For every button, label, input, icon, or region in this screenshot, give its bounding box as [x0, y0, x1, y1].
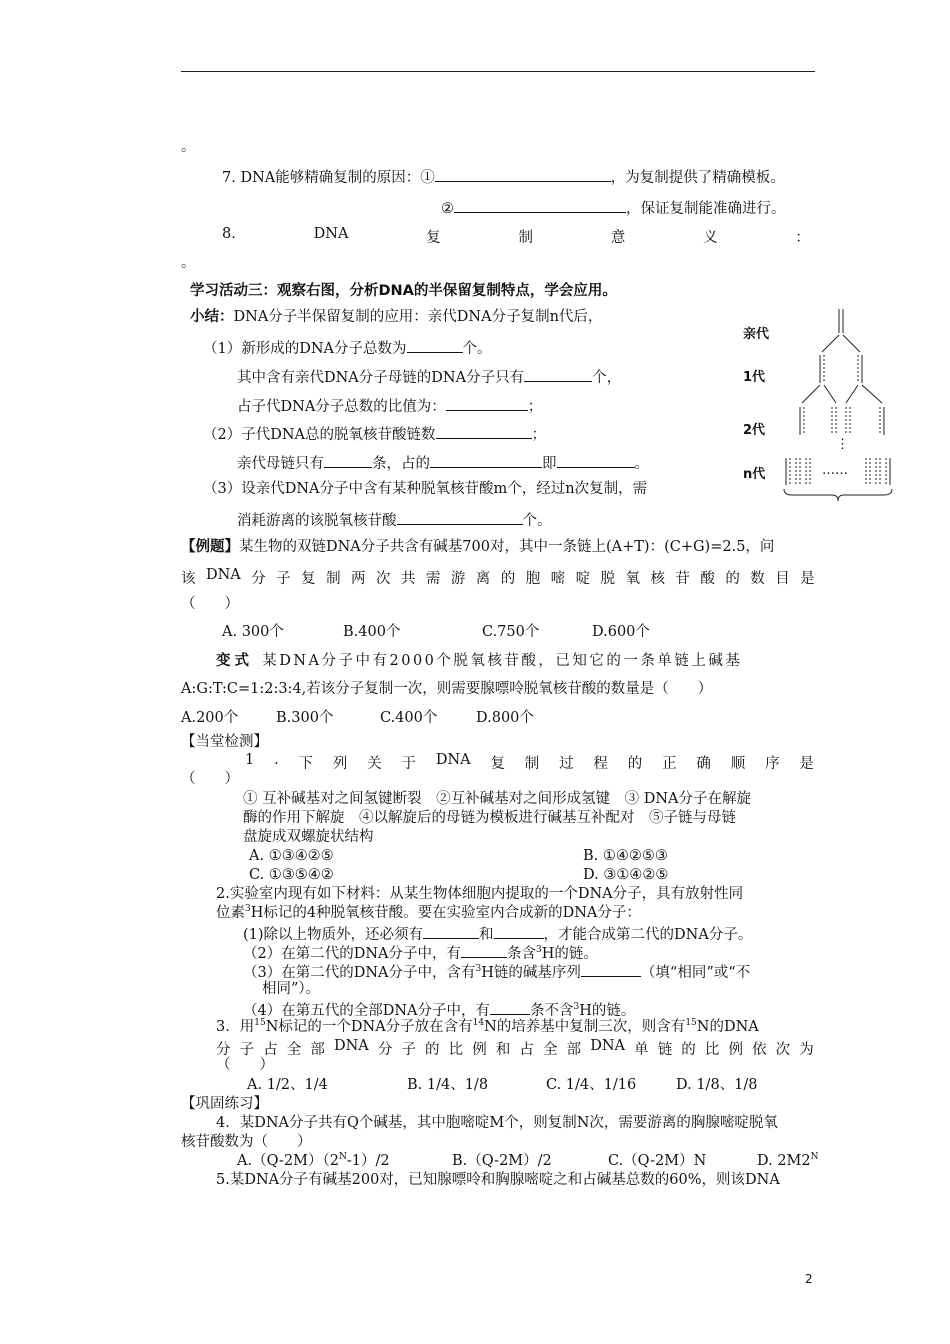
- c2-text: 条不含: [530, 1003, 574, 1019]
- c3-word: 子: [401, 1042, 416, 1058]
- s2-text: 亲代母链只有: [237, 456, 324, 472]
- answer-blank[interactable]: [435, 167, 611, 182]
- text-fragment: 。: [181, 139, 196, 155]
- c1-word: 程: [593, 756, 608, 772]
- answer-blank[interactable]: [436, 424, 532, 439]
- check-q2-line2: [216, 905, 641, 922]
- c1-word: 下: [298, 756, 313, 772]
- example-text: 某生物的双链DNA分子共含有碱基700对，其中一条链上(A+T)：(C+G)=2.5，问: [239, 539, 775, 555]
- check-q1-option-a[interactable]: A. ①③④②⑤: [249, 848, 334, 864]
- summary-2: [203, 424, 546, 444]
- answer-blank[interactable]: [524, 367, 592, 382]
- answer-blank[interactable]: [461, 943, 507, 958]
- c3-word: 分: [377, 1042, 393, 1058]
- s2-text: （2）子代DNA总的脱氧核苷酸链数: [203, 427, 436, 443]
- ex-word: 两: [351, 571, 366, 587]
- c3-word: 全: [543, 1042, 558, 1058]
- check-q3-option-d[interactable]: D. 1/8、1/8: [676, 1077, 758, 1093]
- c3-text: 3．用: [216, 1019, 255, 1035]
- superscript: 3: [573, 1002, 580, 1013]
- summary-line: [190, 309, 602, 326]
- c2-text: （3）在第二代的DNA分子中，含有: [243, 965, 476, 981]
- dna-replication-figure: [740, 305, 915, 510]
- variant-line1: [216, 653, 742, 670]
- check-q3-paren: （ ）: [216, 1057, 274, 1073]
- summary-2b: [237, 453, 649, 473]
- c3-word: DNA: [590, 1038, 625, 1054]
- ex-word: 游: [450, 571, 466, 587]
- c3-word: 分: [216, 1042, 231, 1058]
- c1-word: 的: [627, 756, 643, 772]
- ex-word: 脱: [600, 571, 616, 587]
- c3-word: 例: [728, 1042, 743, 1058]
- c2-text: （4）在第五代的全部DNA分子中，有: [243, 1003, 491, 1019]
- c2-text: 条含: [507, 946, 537, 962]
- summary-3b: [237, 510, 552, 530]
- answer-blank[interactable]: [397, 510, 523, 525]
- c1-word: DNA: [435, 752, 471, 768]
- s3-text-end: 个。: [522, 513, 552, 529]
- check-q1-option-d[interactable]: D. ③①④②⑤: [583, 867, 669, 883]
- variant-label: 变式: [216, 653, 253, 669]
- summary-1: [203, 338, 492, 358]
- ex-word: 离: [475, 571, 491, 587]
- c2-text: 位素: [216, 905, 245, 921]
- superscript: N: [338, 1152, 347, 1163]
- check-q2-line1: 2.实验室内现有如下材料：从某生物体细胞内提取的一个DNA分子，具有放射性同: [216, 886, 744, 902]
- c3-word: 例: [472, 1042, 487, 1058]
- c3-word: 比: [704, 1042, 720, 1058]
- ex-word: 酸: [700, 571, 715, 587]
- check-q2-part2: [243, 943, 598, 963]
- s2-text: 即: [542, 456, 557, 472]
- example-paren: （ ）: [181, 596, 239, 612]
- check-q1-paren: （ ）: [181, 771, 239, 787]
- question-7-line2: [441, 198, 786, 218]
- c3-word: 次: [775, 1042, 791, 1058]
- c1-word: .: [274, 752, 279, 768]
- check-q1-line1: [245, 752, 814, 773]
- q8-part: 义: [703, 230, 718, 246]
- q8-part: 复: [426, 230, 441, 246]
- ex-word: 核: [650, 571, 665, 587]
- s1-text: 其中含有亲代DNA分子母链的DNA分子只有: [237, 370, 525, 386]
- s2-text-end: 。: [634, 456, 649, 472]
- c3-word: 子: [239, 1042, 255, 1058]
- figure-label-parent: 亲代: [743, 327, 770, 342]
- ex-word: 胞: [525, 571, 541, 587]
- ex-word: DNA: [205, 567, 241, 583]
- s1-text-end: ；: [527, 399, 543, 415]
- c3-word: 和: [495, 1042, 511, 1058]
- c2-text: H链的碱基序列: [481, 965, 581, 981]
- activity-3-heading: 学习活动三：观察右图，分析DNA的半保留复制特点，学会应用。: [190, 283, 617, 299]
- c1-word: 列: [332, 756, 348, 772]
- practice-q4-option-d[interactable]: [757, 1153, 819, 1170]
- answer-blank[interactable]: [557, 453, 635, 468]
- text-fragment: 。: [181, 255, 196, 271]
- q8-part: ：: [795, 230, 810, 246]
- check-q2-part1: [243, 924, 752, 944]
- ex-word: 次: [375, 571, 391, 587]
- ex-word: 嘧: [550, 571, 566, 587]
- superscript: 3: [536, 945, 542, 956]
- header-rule: [181, 71, 815, 72]
- c1-word: 正: [662, 756, 677, 772]
- ex-word: 啶: [575, 571, 591, 587]
- c3-word: 部: [566, 1042, 582, 1058]
- practice-q4-option-a[interactable]: [237, 1153, 390, 1170]
- variant-option-d[interactable]: D.800个: [476, 710, 534, 726]
- summary-3: （3）设亲代DNA分子中含有某种脱氧核苷酸m个，经过n次复制，需: [203, 481, 648, 497]
- practice-q4-line2: 核苷酸数为（ ）: [181, 1134, 312, 1150]
- summary-text: DNA分子半保留复制的应用：亲代DNA分子复制n代后，: [233, 309, 603, 325]
- c3-word: 的: [425, 1042, 440, 1058]
- c3-word: 的: [681, 1042, 696, 1058]
- variant-line2: A:G:T:C=1:2:3:4,若该分子复制一次，则需要腺嘌呤脱氧核苷酸的数量是（ ）: [181, 681, 713, 697]
- answer-blank[interactable]: [423, 924, 479, 939]
- answer-blank[interactable]: [454, 198, 626, 213]
- c3-word: 单: [634, 1042, 649, 1058]
- summary-label: 小结：: [190, 309, 234, 325]
- question-7-line1: [222, 167, 785, 187]
- c3-text: N的培养基中复制三次，则含有: [484, 1019, 686, 1035]
- superscript: N: [810, 1152, 819, 1163]
- variant-text: 某DNA分子中有2000个脱氧核苷酸，已知它的一条单链上碱基: [262, 653, 743, 669]
- superscript: 15: [254, 1018, 266, 1029]
- c1-word: 于: [401, 756, 416, 772]
- c1-word: 复: [490, 756, 505, 772]
- variant-option-a[interactable]: A.200个: [181, 710, 239, 726]
- c3-text: N的DNA: [696, 1019, 759, 1035]
- replication-tree-diagram: [740, 305, 915, 510]
- c3-word: DNA: [333, 1038, 369, 1054]
- c3-word: 链: [657, 1042, 673, 1058]
- in-class-check-title: 【当堂检测】: [181, 734, 268, 750]
- c2-text: （2）在第二代的DNA分子中，有: [243, 946, 462, 962]
- variant-option-b[interactable]: B.300个: [276, 710, 334, 726]
- ex-word: 的: [725, 571, 740, 587]
- c2-text: H标记的4种脱氧核苷酸。要在实验室内合成新的DNA分子：: [250, 905, 641, 921]
- p4d-text: D. 2M2: [757, 1153, 811, 1169]
- c1-word: 确: [696, 756, 711, 772]
- ex-word: 共: [400, 571, 416, 587]
- q8-part: 制: [518, 230, 534, 246]
- s2-text: 条，占的: [372, 456, 430, 472]
- ex-word: 的: [500, 571, 516, 587]
- c3-word: 比: [448, 1042, 464, 1058]
- example-option-c[interactable]: C.750个: [482, 624, 540, 640]
- c3-word: 部: [310, 1042, 325, 1058]
- practice-title: 【巩固练习】: [181, 1096, 268, 1112]
- p4a-text: -1）/2: [346, 1153, 390, 1169]
- ex-word: 分: [251, 571, 266, 587]
- s1-text-end: 个。: [462, 341, 492, 357]
- check-q2-part4: [243, 1000, 635, 1020]
- ex-word: 复: [301, 571, 316, 587]
- q7-text-2: ②: [441, 201, 454, 217]
- c1-word: 关: [367, 756, 382, 772]
- answer-blank[interactable]: [581, 962, 641, 977]
- superscript: 3: [245, 904, 251, 915]
- ex-word: 需: [425, 571, 441, 587]
- c3-text: N标记的一个DNA分子放在含有: [265, 1019, 473, 1035]
- p4a-text: A.（Q-2M）（2: [237, 1153, 339, 1169]
- c1-word: 过: [559, 756, 574, 772]
- s1-text-end: 个，: [592, 370, 622, 386]
- example-option-b[interactable]: B.400个: [343, 624, 401, 640]
- answer-blank[interactable]: [446, 396, 528, 411]
- c2-text: H的链。: [541, 946, 598, 962]
- ex-word: 该: [181, 571, 196, 587]
- check-q3-option-c[interactable]: C. 1/4、1/16: [546, 1077, 637, 1093]
- s1-text: 占子代DNA分子总数的比值为：: [237, 399, 446, 415]
- summary-1c: [237, 396, 542, 416]
- answer-blank[interactable]: [407, 338, 463, 353]
- figure-label-genn: n代: [743, 467, 766, 482]
- c3-word: 占: [519, 1042, 534, 1058]
- check-q1-option-c[interactable]: C. ①③⑤④②: [249, 867, 334, 883]
- page-number: 2: [805, 1272, 813, 1286]
- c2-text: ，才能合成第二代的DNA分子。: [543, 927, 753, 943]
- q8-part: DNA: [313, 226, 349, 242]
- example-label: 【例题】: [181, 539, 239, 555]
- ex-word: 是: [800, 571, 815, 587]
- check-q1-step-line1: ① 互补碱基对之间氢键断裂 ②互补碱基对之间形成氢键 ③ DNA分子在解旋: [243, 791, 751, 807]
- superscript: 15: [685, 1018, 697, 1029]
- answer-blank[interactable]: [430, 453, 542, 468]
- example-line1: [181, 539, 774, 556]
- practice-q5-line1: 5.某DNA分子有碱基200对，已知腺嘌呤和胸腺嘧啶之和占碱基总数的60%，则该DNA: [216, 1172, 780, 1188]
- check-q2-part3: [243, 962, 750, 982]
- c1-word: 1: [245, 752, 255, 768]
- c3-word: 占: [263, 1042, 278, 1058]
- q8-part: 意: [610, 230, 626, 246]
- c2-text: H的链。: [579, 1003, 636, 1019]
- ex-word: 数: [750, 571, 765, 587]
- check-q1-step-line3: 盘旋成双螺旋状结构: [243, 829, 374, 845]
- superscript: 14: [472, 1018, 485, 1029]
- c1-word: 顺: [730, 756, 746, 772]
- figure-label-gen2: 2代: [743, 423, 766, 438]
- s1-text: （1）新形成的DNA分子总数为: [203, 341, 407, 357]
- q7-text: 7. DNA能够精确复制的原因：①: [222, 170, 435, 186]
- q7-text-2-end: ，保证复制能准确进行。: [626, 201, 786, 217]
- c1-word: 序: [765, 756, 780, 772]
- check-q1-option-b[interactable]: B. ①④②⑤③: [583, 848, 668, 864]
- c1-word: 是: [799, 756, 814, 772]
- example-option-a[interactable]: A. 300个: [222, 624, 284, 640]
- c3-word: 依: [752, 1042, 767, 1058]
- c1-word: 制: [524, 756, 540, 772]
- ex-word: 子: [276, 571, 291, 587]
- example-option-d[interactable]: D.600个: [592, 624, 650, 640]
- check-q3-line1: [216, 1019, 759, 1036]
- s3-text: 消耗游离的该脱氧核苷酸: [237, 513, 397, 529]
- example-line2: [181, 567, 815, 588]
- c2-text: （填“相同”或“不: [640, 965, 751, 981]
- answer-blank[interactable]: [324, 453, 372, 468]
- practice-q4-option-b[interactable]: B.（Q-2M）/2: [452, 1153, 552, 1169]
- horizontal-ellipsis: ……: [822, 463, 848, 478]
- c2-text: (1)除以上物质外，还必须有: [243, 927, 424, 943]
- c3-word: 为: [799, 1042, 814, 1058]
- ex-word: 制: [326, 571, 341, 587]
- figure-label-gen1: 1代: [743, 370, 766, 385]
- ex-word: 苷: [675, 571, 690, 587]
- q7-text-end: ，为复制提供了精确模板。: [610, 170, 785, 186]
- practice-q4-option-c[interactable]: C.（Q-2M）N: [608, 1153, 707, 1169]
- c3-word: 全: [286, 1042, 302, 1058]
- ex-word: 氧: [625, 571, 640, 587]
- check-q3-option-b[interactable]: B. 1/4、1/8: [407, 1077, 489, 1093]
- s2-text-end: ；: [531, 427, 547, 443]
- check-q3-option-a[interactable]: A. 1/2、1/4: [247, 1077, 328, 1093]
- q8-part: 8.: [222, 226, 236, 242]
- check-q2-part3b: 相同”）。: [262, 981, 321, 997]
- answer-blank[interactable]: [490, 1000, 530, 1015]
- c2-text: 和: [479, 927, 494, 943]
- superscript: 3: [475, 964, 482, 975]
- answer-blank[interactable]: [494, 924, 544, 939]
- question-8: [222, 226, 810, 247]
- vertical-ellipsis: ⋮: [836, 437, 849, 452]
- summary-1b: [237, 367, 621, 387]
- check-q1-step-line2: 酶的作用下解旋 ④以解旋后的母链为模板进行碱基互补配对 ⑤子链与母链: [243, 810, 736, 826]
- check-q3-line2: [216, 1038, 814, 1059]
- ex-word: 目: [775, 571, 790, 587]
- practice-q4-line1: 4．某DNA分子共有Q个碱基，其中胞嘧啶M个，则复制N次，需要游离的胸腺嘧啶脱氧: [216, 1115, 778, 1131]
- variant-option-c[interactable]: C.400个: [380, 710, 438, 726]
